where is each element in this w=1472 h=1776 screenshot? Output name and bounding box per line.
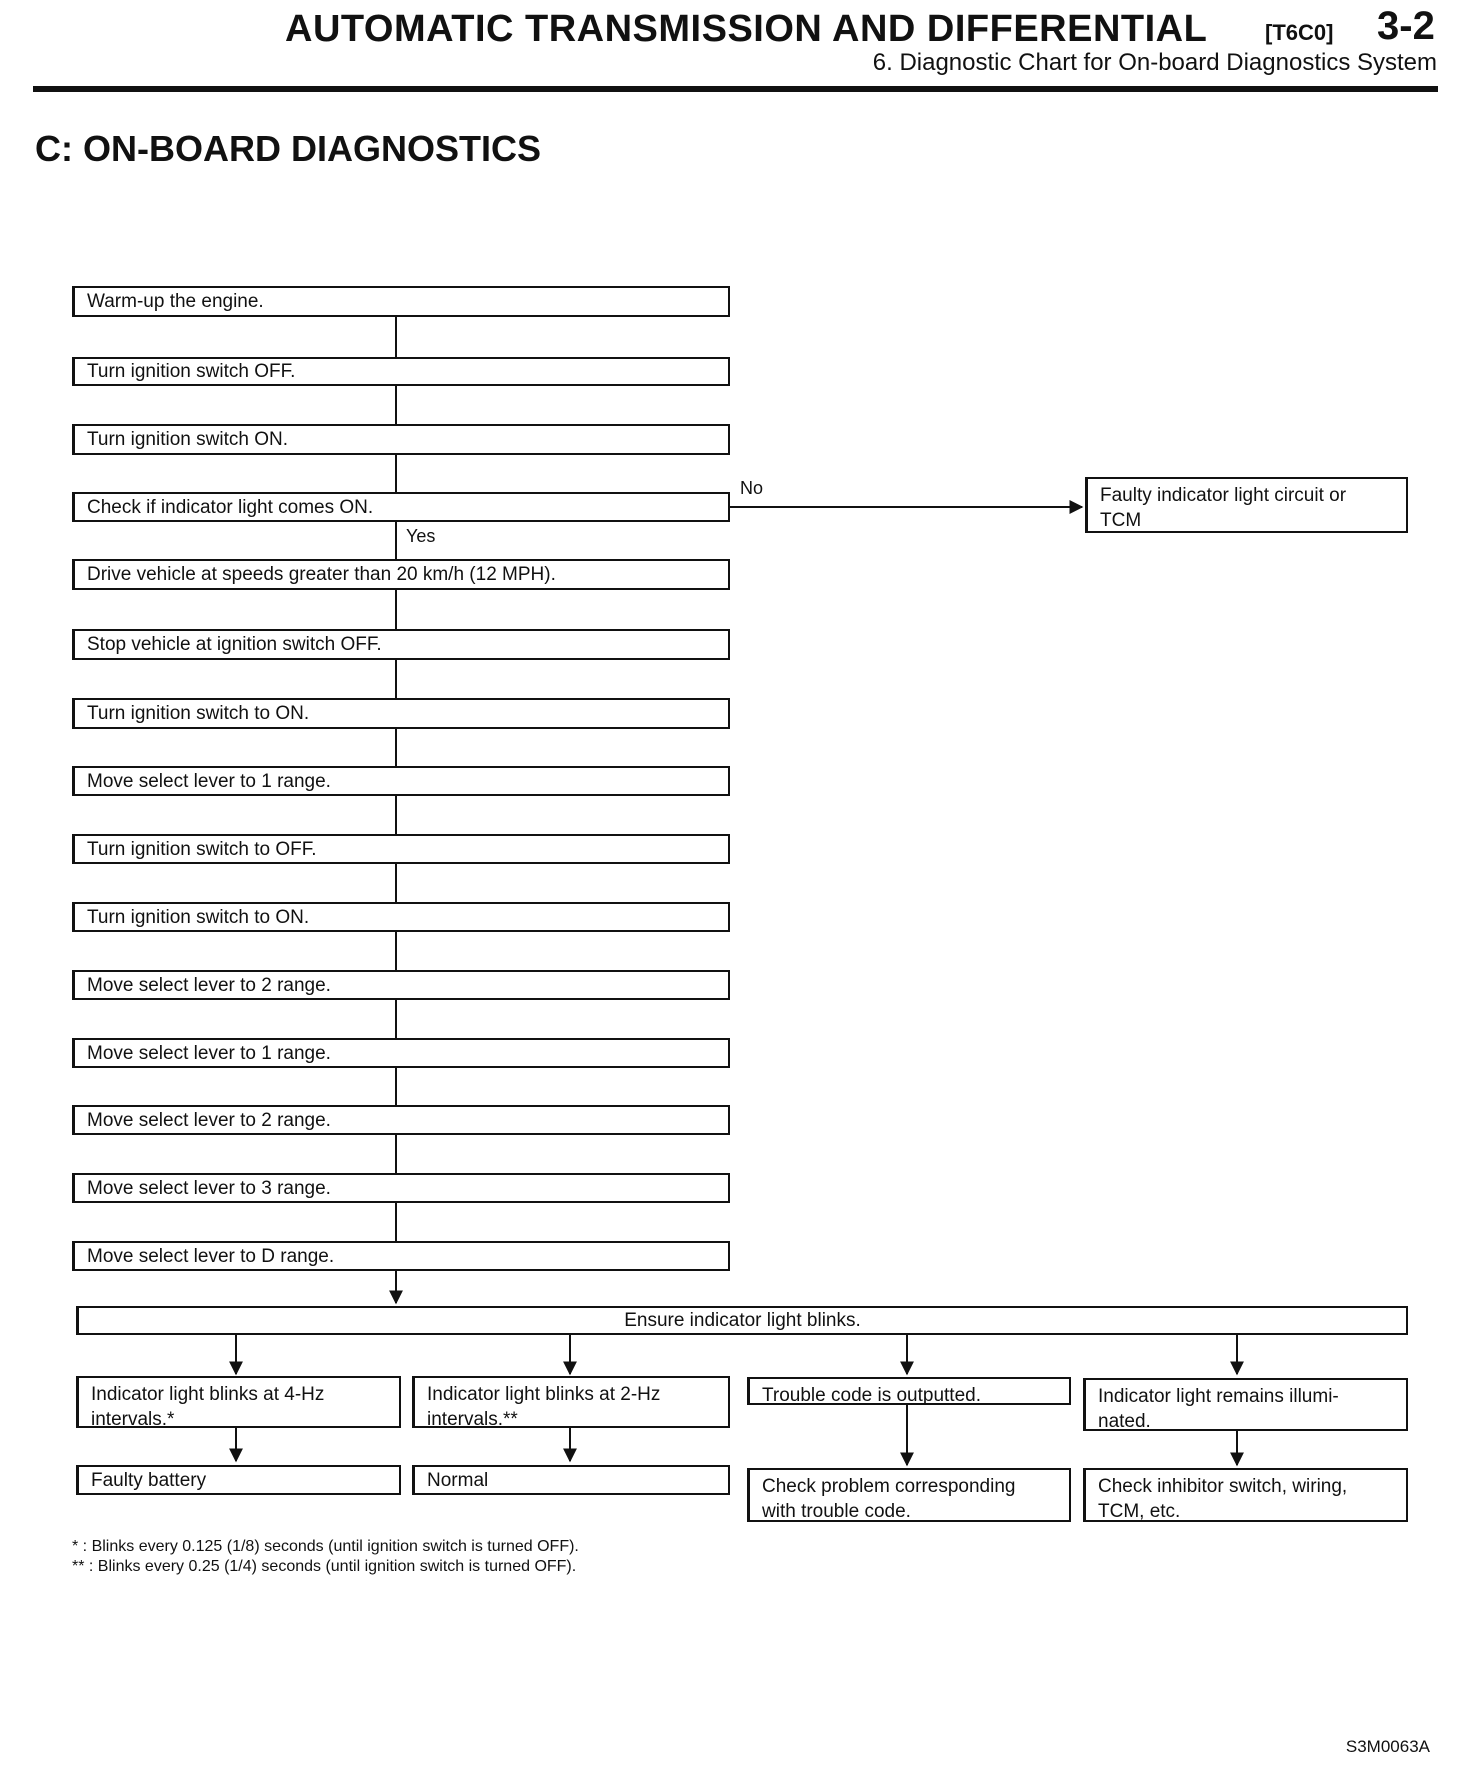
outcome-light-remains: Indicator light remains illumi- nated. [1083,1378,1408,1431]
flow-step-8: Move select lever to 1 range. [72,766,730,796]
result-check-problem: Check problem corresponding with trouble code. [747,1468,1071,1522]
footnote-2: ** : Blinks every 0.25 (1/4) seconds (until ignition switch is turned OFF). [72,1558,577,1575]
flow-step-11: Move select lever to 2 range. [72,970,730,1000]
footnote-1: * : Blinks every 0.125 (1/8) seconds (until ignition switch is turned OFF). [72,1538,579,1555]
flow-step-3: Turn ignition switch ON. [72,424,730,455]
result-faulty-battery: Faulty battery [76,1465,401,1495]
no-result-line-2: TCM [1100,510,1142,531]
flow-step-7: Turn ignition switch to ON. [72,698,730,729]
header-page-number: 3-2 [1377,4,1435,48]
flow-step-13: Move select lever to 2 range. [72,1105,730,1135]
figure-id: S3M0063A [1345,1737,1430,1756]
result-check-inhibitor: Check inhibitor switch, wiring, TCM, etc. [1083,1468,1408,1522]
header-subtitle: 6. Diagnostic Chart for On-board Diagnostics System [872,49,1437,76]
no-result-box [1085,477,1408,533]
flow-step-2: Turn ignition switch OFF. [72,357,730,386]
outcome-trouble-code: Trouble code is outputted. [747,1377,1071,1405]
flow-step-4-decision: Check if indicator light comes ON. [72,492,730,522]
flow-step-6: Stop vehicle at ignition switch OFF. [72,629,730,660]
flow-step-9: Turn ignition switch to OFF. [72,834,730,864]
header-code: [T6C0] [1265,20,1334,45]
outcome-2hz: Indicator light blinks at 2-Hz intervals.** [412,1376,730,1428]
result-normal: Normal [412,1465,730,1495]
flow-step-12: Move select lever to 1 range. [72,1038,730,1068]
flow-step-5: Drive vehicle at speeds greater than 20 km/h (12 MPH). [72,559,730,590]
yes-label: Yes [406,526,436,546]
header-title: AUTOMATIC TRANSMISSION AND DIFFERENTIAL [285,8,1208,50]
section-title: C: ON-BOARD DIAGNOSTICS [35,128,541,169]
flow-step-1: Warm-up the engine. [72,286,730,317]
ensure-box: Ensure indicator light blinks. [76,1306,1408,1335]
flow-step-10: Turn ignition switch to ON. [72,902,730,932]
no-label: No [740,478,764,498]
flow-step-15: Move select lever to D range. [72,1241,730,1271]
no-result-line-1: Faulty indicator light circuit or [1100,485,1347,506]
outcome-4hz: Indicator light blinks at 4-Hz intervals.* [76,1376,401,1428]
flow-step-14: Move select lever to 3 range. [72,1173,730,1203]
